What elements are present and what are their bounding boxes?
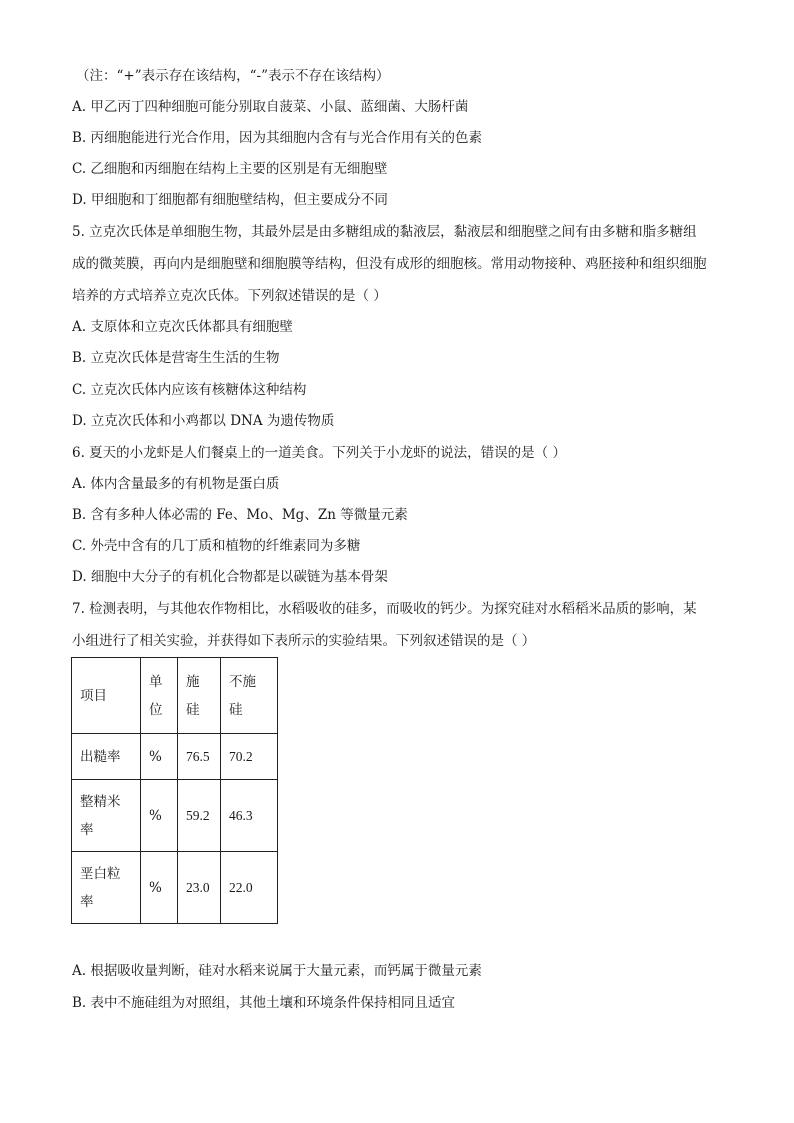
q5-stem-line-1: 5. 立克次氏体是单细胞生物，其最外层是由多糖组成的黏液层，黏液层和细胞壁之间有由多糖和脂多糖组 xyxy=(72,224,697,240)
row-without-silicon: 22.0 xyxy=(221,852,278,924)
header-unit: 单 位 xyxy=(141,658,178,734)
row-unit: % xyxy=(141,852,178,924)
q5-option-d: D. 立克次氏体和小鸡都以 DNA 为遗传物质 xyxy=(72,413,335,429)
q7-stem-line-2: 小组进行了相关实验，并获得如下表所示的实验结果。下列叙述错误的是（ ） xyxy=(72,633,536,649)
q6-option-b: B. 含有多种人体必需的 Fe、Mo、Mg、Zn 等微量元素 xyxy=(72,507,408,523)
q6-option-d: D. 细胞中大分子的有机化合物都是以碳链为基本骨架 xyxy=(72,569,388,585)
q7-option-b: B. 表中不施硅组为对照组，其他土壤和环境条件保持相同且适宜 xyxy=(72,995,456,1011)
q5-stem-line-3: 培养的方式培养立克次氏体。下列叙述错误的是（ ） xyxy=(72,288,387,304)
row-item: 垩白粒 率 xyxy=(72,852,141,924)
q7-option-a: A. 根据吸收量判断，硅对水稻来说属于大量元素，而钙属于微量元素 xyxy=(72,963,482,979)
q6-stem: 6. 夏天的小龙虾是人们餐桌上的一道美食。下列关于小龙虾的说法，错误的是（ ） xyxy=(72,445,566,461)
q5-option-c: C. 立克次氏体内应该有核糖体这种结构 xyxy=(72,382,307,398)
table-row xyxy=(72,780,278,852)
row-without-silicon: 70.2 xyxy=(221,734,278,780)
header-item: 项目 xyxy=(72,658,141,734)
row-unit: % xyxy=(141,734,178,780)
row-item: 出糙率 xyxy=(72,734,141,780)
q4-option-c: C. 乙细胞和丙细胞在结构上主要的区别是有无细胞壁 xyxy=(72,161,388,177)
q4-option-d: D. 甲细胞和丁细胞都有细胞壁结构，但主要成分不同 xyxy=(72,192,388,208)
table-row xyxy=(72,852,278,924)
row-with-silicon: 76.5 xyxy=(178,734,221,780)
q4-option-b: B. 丙细胞能进行光合作用，因为其细胞内含有与光合作用有关的色素 xyxy=(72,130,483,146)
row-with-silicon: 23.0 xyxy=(178,852,221,924)
header-without-silicon: 不施 硅 xyxy=(221,658,278,734)
table-header-row xyxy=(72,658,278,734)
q4-option-a: A. 甲乙丙丁四种细胞可能分别取自菠菜、小鼠、蓝细菌、大肠杆菌 xyxy=(72,99,469,115)
q5-option-a: A. 支原体和立克次氏体都具有细胞壁 xyxy=(72,319,293,335)
row-unit: % xyxy=(141,780,178,852)
row-without-silicon: 46.3 xyxy=(221,780,278,852)
table-note: （注：“+”表示存在该结构，“-”表示不存在该结构） xyxy=(76,68,390,84)
row-with-silicon: 59.2 xyxy=(178,780,221,852)
header-with-silicon: 施 硅 xyxy=(178,658,221,734)
q6-option-c: C. 外壳中含有的几丁质和植物的纤维素同为多糖 xyxy=(72,538,361,554)
q7-stem-line-1: 7. 检测表明，与其他农作物相比，水稻吸收的硅多，而吸收的钙少。为探究硅对水稻稻米品质的影响，某 xyxy=(72,601,697,617)
table-row xyxy=(72,734,278,780)
q5-stem-line-2: 成的微荚膜，再向内是细胞壁和细胞膜等结构，但没有成形的细胞核。常用动物接种、鸡胚接种和组织细胞 xyxy=(72,256,707,272)
silicon-results-table xyxy=(71,657,278,924)
q5-option-b: B. 立克次氏体是营寄生生活的生物 xyxy=(72,350,280,366)
q6-option-a: A. 体内含量最多的有机物是蛋白质 xyxy=(72,476,280,492)
row-item: 整精米 率 xyxy=(72,780,141,852)
